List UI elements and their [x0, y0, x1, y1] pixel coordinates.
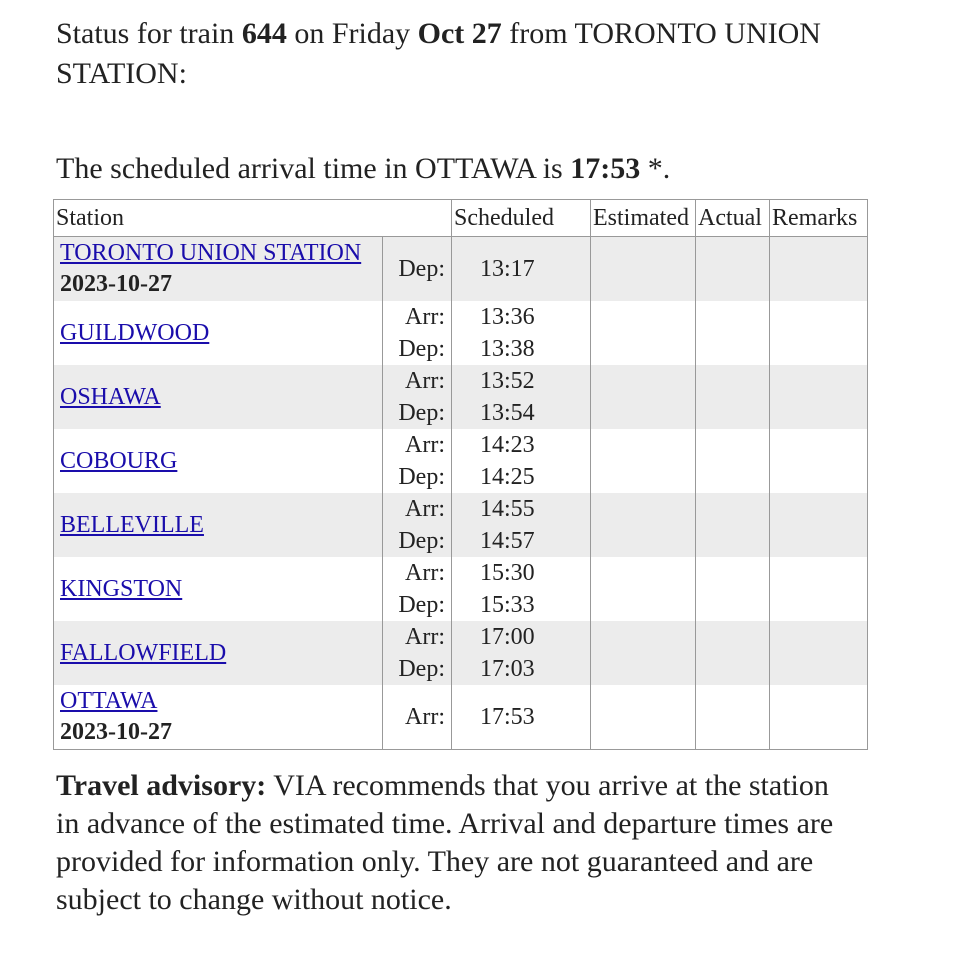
table-row: [54, 429, 868, 493]
arrival-time: 15:30: [480, 560, 535, 586]
departure-time: 14:25: [480, 464, 535, 490]
station-cell: [54, 621, 383, 685]
advisory-label: Travel advisory:: [56, 769, 267, 802]
stop-type-cell: [383, 301, 452, 365]
estimated-cell: [591, 365, 696, 429]
scheduled-time-cell: [452, 237, 591, 302]
actual-cell: [696, 429, 770, 493]
departure-label: Dep:: [398, 592, 445, 618]
remarks-cell: [770, 557, 868, 621]
header-estimated: Estimated: [591, 200, 696, 237]
actual-cell: [696, 685, 770, 750]
arrival-time: 13:52: [480, 368, 535, 394]
stop-type-cell: [383, 493, 452, 557]
actual-cell: [696, 365, 770, 429]
table-row: [54, 621, 868, 685]
departure-time: 17:03: [480, 656, 535, 682]
station-cell: [54, 237, 383, 302]
scheduled-time-cell: [452, 557, 591, 621]
estimated-cell: [591, 685, 696, 750]
train-status-table: [53, 199, 868, 750]
arrival-label: Arr:: [405, 704, 445, 730]
stop-type-cell: [383, 621, 452, 685]
station-date: 2023-10-27: [60, 271, 172, 297]
departure-label: Dep:: [398, 400, 445, 426]
actual-cell: [696, 621, 770, 685]
arrival-label: Arr:: [405, 432, 445, 458]
actual-cell: [696, 237, 770, 302]
remarks-cell: [770, 621, 868, 685]
station-date: 2023-10-27: [60, 719, 172, 745]
stop-type-cell: [383, 237, 452, 302]
arrival-time: 17:53: [480, 704, 535, 730]
header-actual: Actual: [696, 200, 770, 237]
scheduled-time-cell: [452, 685, 591, 750]
stop-type-cell: [383, 365, 452, 429]
actual-cell: [696, 493, 770, 557]
departure-label: Dep:: [398, 336, 445, 362]
actual-cell: [696, 301, 770, 365]
arrival-label: Arr:: [405, 368, 445, 394]
station-cell: [54, 301, 383, 365]
departure-label: Dep:: [398, 528, 445, 554]
train-number: 644: [241, 17, 287, 50]
estimated-cell: [591, 493, 696, 557]
station-link[interactable]: KINGSTON: [60, 576, 183, 602]
departure-label: Dep:: [398, 464, 445, 490]
stop-type-cell: [383, 685, 452, 750]
table-row: [54, 301, 868, 365]
scheduled-time-cell: [452, 429, 591, 493]
header-station: Station: [54, 200, 452, 237]
arrival-time: 14:23: [480, 432, 535, 458]
station-link[interactable]: OTTAWA: [60, 688, 158, 714]
arrival-label: Arr:: [405, 560, 445, 586]
header-remarks: Remarks: [770, 200, 868, 237]
remarks-cell: [770, 365, 868, 429]
table-row: [54, 365, 868, 429]
scheduled-arrival-time: 17:53: [570, 152, 641, 185]
arrival-label: Arr:: [405, 624, 445, 650]
scheduled-time-cell: [452, 365, 591, 429]
station-link[interactable]: TORONTO UNION STATION: [60, 240, 362, 266]
station-link[interactable]: BELLEVILLE: [60, 512, 204, 538]
departure-time: 13:54: [480, 400, 535, 426]
station-cell: [54, 365, 383, 429]
scheduled-time-cell: [452, 301, 591, 365]
header-scheduled: Scheduled: [452, 200, 591, 237]
remarks-cell: [770, 493, 868, 557]
remarks-cell: [770, 301, 868, 365]
departure-time: 14:57: [480, 528, 535, 554]
estimated-cell: [591, 429, 696, 493]
estimated-cell: [591, 557, 696, 621]
status-header: [56, 14, 856, 189]
advisory-text: VIA recommends that you arrive at the station in advance of the estimated time. Arrival and departure times are provided for information only. They are not guaranteed and are subject to change without notice.: [56, 769, 834, 916]
arrival-time: 17:00: [480, 624, 535, 650]
station-link[interactable]: FALLOWFIELD: [60, 640, 227, 666]
station-cell: [54, 493, 383, 557]
table-row: [54, 493, 868, 557]
station-link[interactable]: GUILDWOOD: [60, 320, 210, 346]
arrival-time: 13:36: [480, 304, 535, 330]
scheduled-time-cell: [452, 621, 591, 685]
estimated-cell: [591, 237, 696, 302]
train-status-line: Status for train 644 on Friday Oct 27 from TORONTO UNION STATION:: [56, 17, 821, 90]
departure-time: 13:38: [480, 336, 535, 362]
departure-time: 13:17: [480, 256, 535, 282]
scheduled-time-cell: [452, 493, 591, 557]
remarks-cell: [770, 237, 868, 302]
table-header-row: [54, 200, 868, 237]
remarks-cell: [770, 429, 868, 493]
departure-time: 15:33: [480, 592, 535, 618]
departure-label: Dep:: [398, 656, 445, 682]
arrival-time: 14:55: [480, 496, 535, 522]
scheduled-arrival-line: The scheduled arrival time in OTTAWA is 17:53 *.: [56, 152, 671, 185]
table-row: [54, 557, 868, 621]
departure-label: Dep:: [398, 256, 445, 282]
station-cell: [54, 429, 383, 493]
actual-cell: [696, 557, 770, 621]
table-row: [54, 237, 868, 302]
estimated-cell: [591, 621, 696, 685]
station-link[interactable]: OSHAWA: [60, 384, 161, 410]
travel-advisory: [56, 767, 856, 919]
estimated-cell: [591, 301, 696, 365]
station-link[interactable]: COBOURG: [60, 448, 178, 474]
stop-type-cell: [383, 429, 452, 493]
station-cell: [54, 557, 383, 621]
travel-date: Oct 27: [417, 17, 502, 50]
stop-type-cell: [383, 557, 452, 621]
arrival-label: Arr:: [405, 304, 445, 330]
station-cell: [54, 685, 383, 750]
table-row: [54, 685, 868, 750]
arrival-label: Arr:: [405, 496, 445, 522]
remarks-cell: [770, 685, 868, 750]
table-body: [54, 237, 868, 750]
